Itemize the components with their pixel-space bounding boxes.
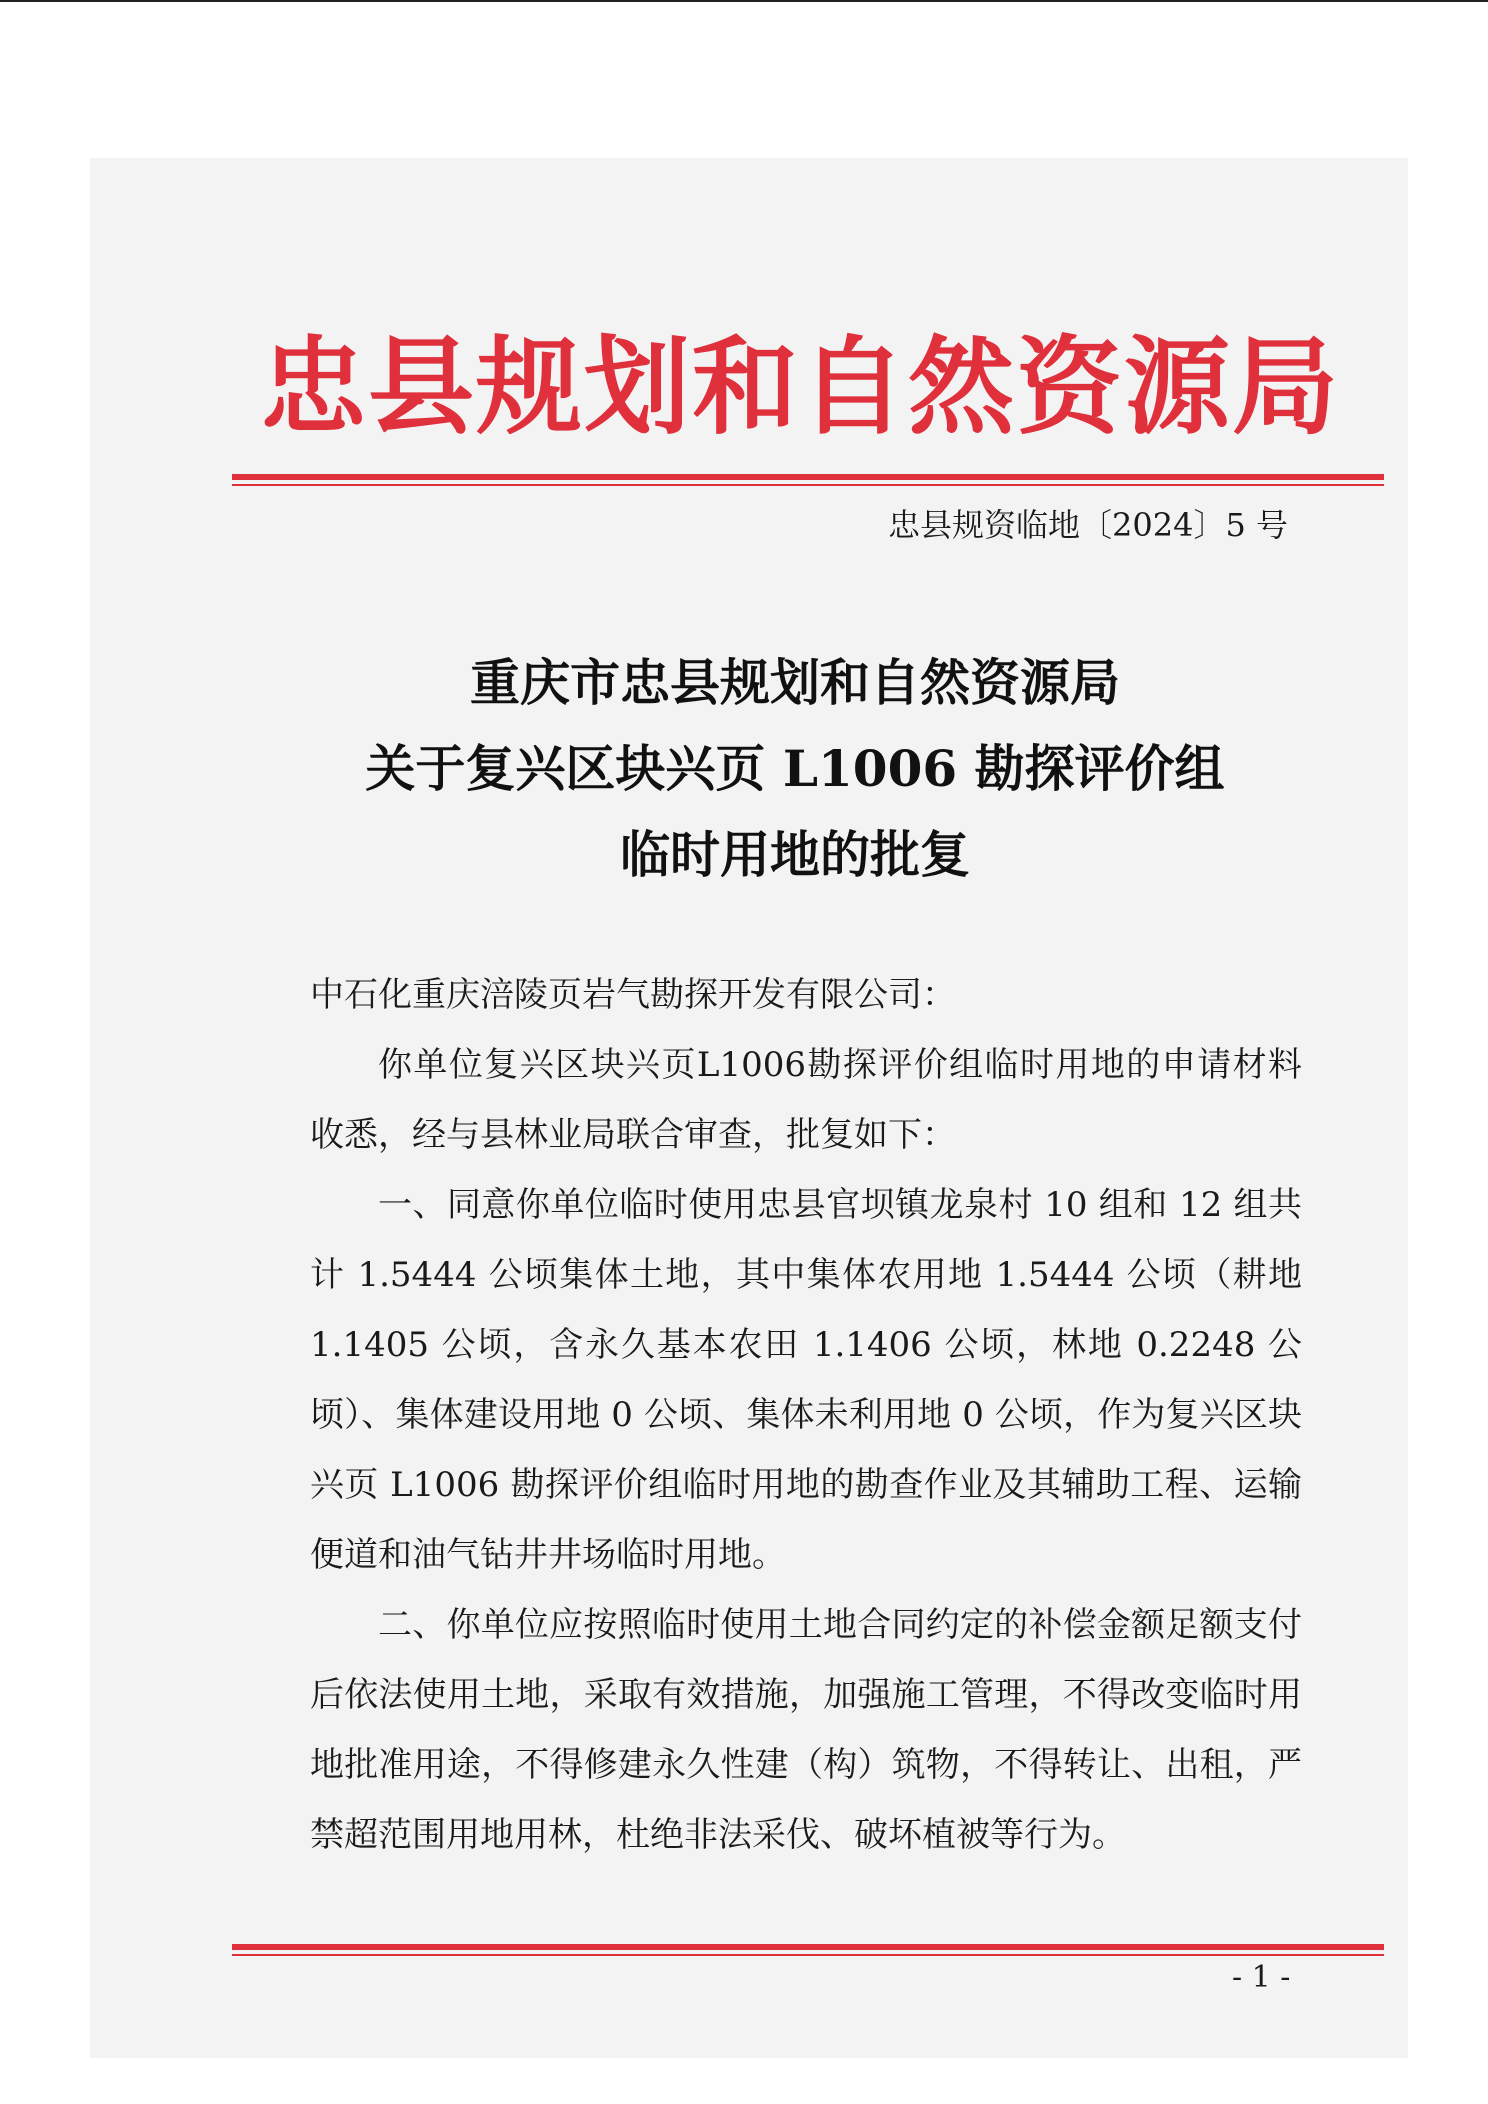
document-number: 忠县规资临地〔2024〕5 号: [888, 506, 1288, 544]
agency-header: 忠县规划和自然资源局: [260, 326, 1340, 449]
document-body: [310, 960, 1302, 1870]
paragraph-item-2: 二、你单位应按照临时使用土地合同约定的补偿金额足额支付后依法使用土地，采取有效措施，加强施工管理，不得改变临时用地批准用途，不得修建永久性建（构）筑物，不得转让、出租，严禁超范围用地用林，杜绝非法采伐、破坏植被等行为。: [310, 1605, 1302, 1855]
addressee: 中石化重庆涪陵页岩气勘探开发有限公司：: [310, 975, 956, 1015]
paragraph-intro: 你单位复兴区块兴页L1006勘探评价组临时用地的申请材料收悉，经与县林业局联合审查，批复如下：: [310, 1045, 1302, 1155]
title-line-2: 关于复兴区块兴页 L1006 勘探评价组: [365, 739, 1225, 798]
footer-red-rule-thin: [232, 1954, 1384, 1956]
page-number: - 1 -: [1232, 1960, 1291, 1995]
title-line-3: 临时用地的批复: [620, 825, 970, 884]
title-line-1: 重庆市忠县规划和自然资源局: [470, 653, 1120, 712]
scan-top-edge: [0, 0, 1488, 2]
header-red-rule-thin: [232, 484, 1384, 486]
document-title: [300, 640, 1290, 898]
header-red-rule: [232, 474, 1384, 480]
paragraph-item-1: 一、同意你单位临时使用忠县官坝镇龙泉村 10 组和 12 组共计 1.5444 公顷集体土地，其中集体农用地 1.5444 公顷（耕地 1.1405 公顷，含永久基本农田 1.1406 公顷，林地 0.2248 公顷）、集体建设用地 0 公顷、集体未利用地 0 公顷，作为复兴区块兴页 L1006 勘探评价组临时用地的勘查作业及其辅助工程、运输便道和油气钻井井场临时用地。: [310, 1185, 1302, 1575]
footer-red-rule: [232, 1944, 1384, 1950]
